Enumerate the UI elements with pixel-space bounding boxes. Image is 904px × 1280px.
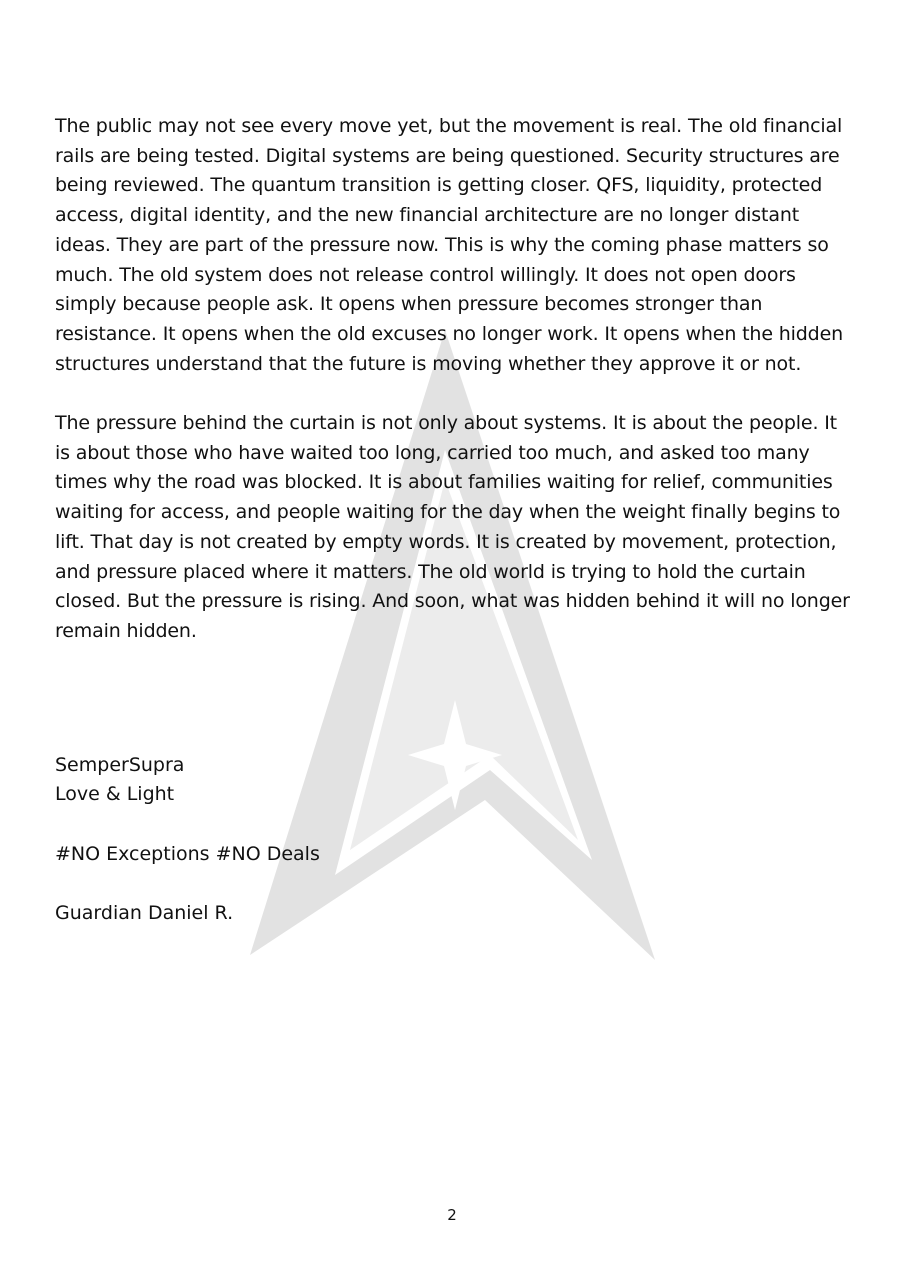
hashtags-line: #NO Exceptions #NO Deals bbox=[55, 842, 320, 865]
signoff-closing: Love & Light bbox=[55, 783, 175, 806]
signature-line: Guardian Daniel R. bbox=[55, 902, 234, 925]
page-number: 2 bbox=[447, 1206, 457, 1224]
signoff-block bbox=[55, 751, 855, 929]
paragraph-2: The pressure behind the curtain is not only about systems. It is about the people. It is about those who have waited too long, carried too much, and asked too many times why the road was blocked. It is about families waiting for relief, communities waiting for access, and people waiting for the day when the weight finally begins to lift. That day is not created by empty words. It is created by movement, protection, and pressure placed where it matters. The old world is trying to hold the curtain closed. But the pressure is rising. And soon, what was hidden behind it will no longer remain hidden. bbox=[55, 412, 850, 642]
document-body bbox=[55, 112, 855, 929]
paragraph-1: The public may not see every move yet, but the movement is real. The old financial rails are being tested. Digital systems are being questioned. Security structures are being reviewed. The quantum transition is getting closer. QFS, liquidity, protected access, digital identity, and the new financial architecture are no longer distant ideas. They are part of the pressure now. This is why the coming phase matters so much. The old system does not release control willingly. It does not open doors simply because people ask. It opens when pressure becomes stronger than resistance. It opens when the old excuses no longer work. It opens when the hidden structures understand that the future is moving whether they approve it or not. bbox=[55, 115, 844, 375]
signoff-name: SemperSupra bbox=[55, 753, 185, 776]
